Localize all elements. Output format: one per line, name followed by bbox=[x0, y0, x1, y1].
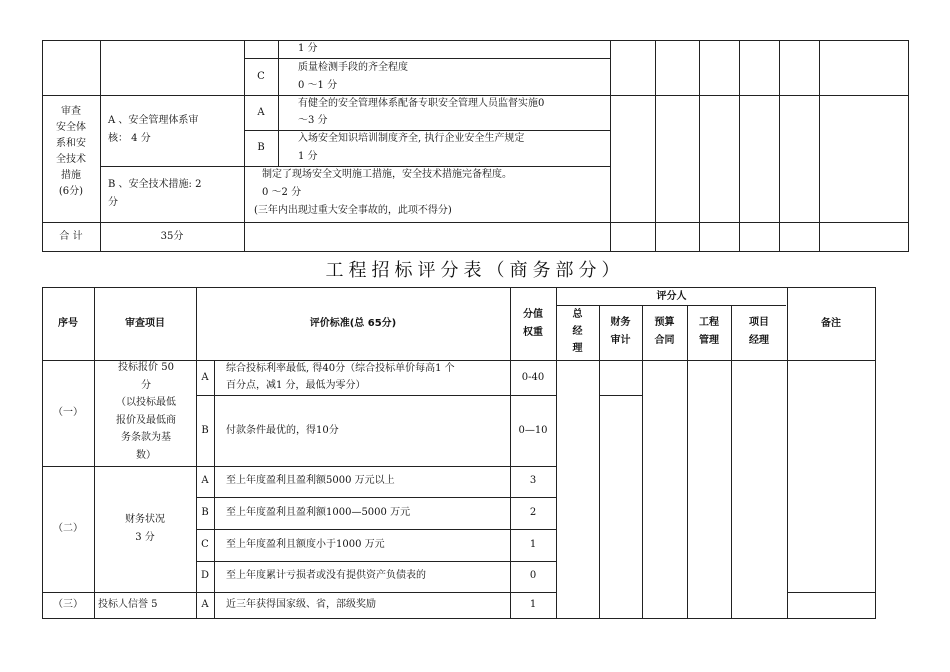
row-c-line2: 0 ～1 分 bbox=[298, 80, 338, 91]
header-criteria: 评价标准(总 65分) bbox=[309, 318, 397, 329]
header-engineering: 工程 管理 bbox=[699, 317, 719, 346]
group2-row-text: 至上年度盈利且盈利额1000—5000 万元 bbox=[226, 507, 411, 518]
group2-row-letter: A bbox=[201, 475, 209, 486]
group1-b-letter: B bbox=[201, 425, 209, 436]
group1-a-line2: 百分点，减1 分，最低为零分） bbox=[226, 380, 366, 391]
group2-row-score: 0 bbox=[529, 570, 537, 581]
group3-item: 投标人信誉 5 bbox=[98, 599, 158, 610]
group1-item: 投标报价 50 分 （以投标最低 报价及最低商 务条款为基 数） bbox=[116, 362, 176, 461]
safety-measure-line1: 制定了现场安全文明施工措施，安全技术措施完备程度。 bbox=[262, 169, 512, 180]
group2-row-letter: D bbox=[200, 570, 210, 581]
group2-row-score: 2 bbox=[529, 507, 537, 518]
group2-item: 财务状况 3 分 bbox=[125, 514, 165, 543]
group2-row-letter: B bbox=[201, 507, 209, 518]
safety-a-line1: 有健全的安全管理体系配备专职安全管理人员监督实施0 bbox=[298, 98, 545, 109]
safety-measure-line2: 0 ～2 分 bbox=[262, 187, 302, 198]
safety-item-b: B 、安全技术措施: 2 分 bbox=[108, 179, 202, 208]
group1-a-letter: A bbox=[201, 372, 209, 383]
header-project-manager: 项目 经理 bbox=[749, 317, 769, 346]
header-general-manager: 总 经 理 bbox=[572, 309, 583, 354]
row-c-line1: 质量检测手段的齐全程度 bbox=[298, 62, 408, 73]
header-item: 审查项目 bbox=[125, 318, 165, 329]
group3-text: 近三年获得国家级、省，部级奖励 bbox=[226, 599, 376, 610]
group1-seq: （一） bbox=[53, 407, 83, 418]
group1-a-line1: 综合投标利率最低, 得40分（综合投标单价每高1 个 bbox=[226, 363, 455, 374]
group2-row-text: 至上年度盈利且盈利额5000 万元以上 bbox=[226, 475, 395, 486]
group2-row-letter: C bbox=[201, 539, 209, 550]
page-title: 工程招标评分表（商务部分） bbox=[325, 260, 625, 281]
row-c-letter: C bbox=[257, 71, 265, 82]
group2-row-text: 至上年度累计亏损者或没有提供资产负债表的 bbox=[226, 570, 426, 581]
safety-b-line1: 入场安全知识培训制度齐全, 执行企业安全生产规定 bbox=[298, 133, 525, 144]
safety-b-line2: 1 分 bbox=[298, 151, 318, 162]
safety-a-line2: ～3 分 bbox=[298, 115, 328, 126]
group3-letter: A bbox=[201, 599, 209, 610]
header-seq: 序号 bbox=[58, 318, 78, 329]
header-score-weight: 分值 权重 bbox=[523, 309, 543, 338]
total-label: 合 计 bbox=[59, 231, 83, 242]
group3-score: 1 bbox=[529, 599, 537, 610]
header-finance-audit: 财务 审计 bbox=[610, 317, 631, 346]
group2-seq: （二） bbox=[53, 523, 83, 534]
group2-row-text: 至上年度盈利且额度小于1000 万元 bbox=[226, 539, 385, 550]
header-raters: 评分人 bbox=[656, 291, 687, 302]
safety-measure-line3: (三年内出现过重大安全事故的，此项不得分) bbox=[254, 205, 452, 216]
prev-row-score: 1 分 bbox=[298, 43, 318, 54]
group1-b-text: 付款条件最优的，得10分 bbox=[226, 425, 339, 436]
group3-seq: （三） bbox=[53, 599, 83, 610]
total-value: 35分 bbox=[160, 231, 184, 242]
group1-b-score: 0—10 bbox=[518, 425, 548, 436]
safety-a-letter: A bbox=[257, 107, 265, 118]
safety-b-letter: B bbox=[257, 142, 265, 153]
group2-row-score: 1 bbox=[529, 539, 537, 550]
section-label: 审查 安全体 系和安 全技术 措施 (6分) bbox=[56, 106, 86, 197]
header-budget-contract: 预算 合同 bbox=[654, 317, 675, 346]
safety-item-a: A 、安全管理体系审 核： 4 分 bbox=[108, 115, 199, 144]
group2-row-score: 3 bbox=[529, 475, 537, 486]
group1-a-score: 0-40 bbox=[521, 372, 545, 383]
header-remark: 备注 bbox=[821, 318, 841, 329]
